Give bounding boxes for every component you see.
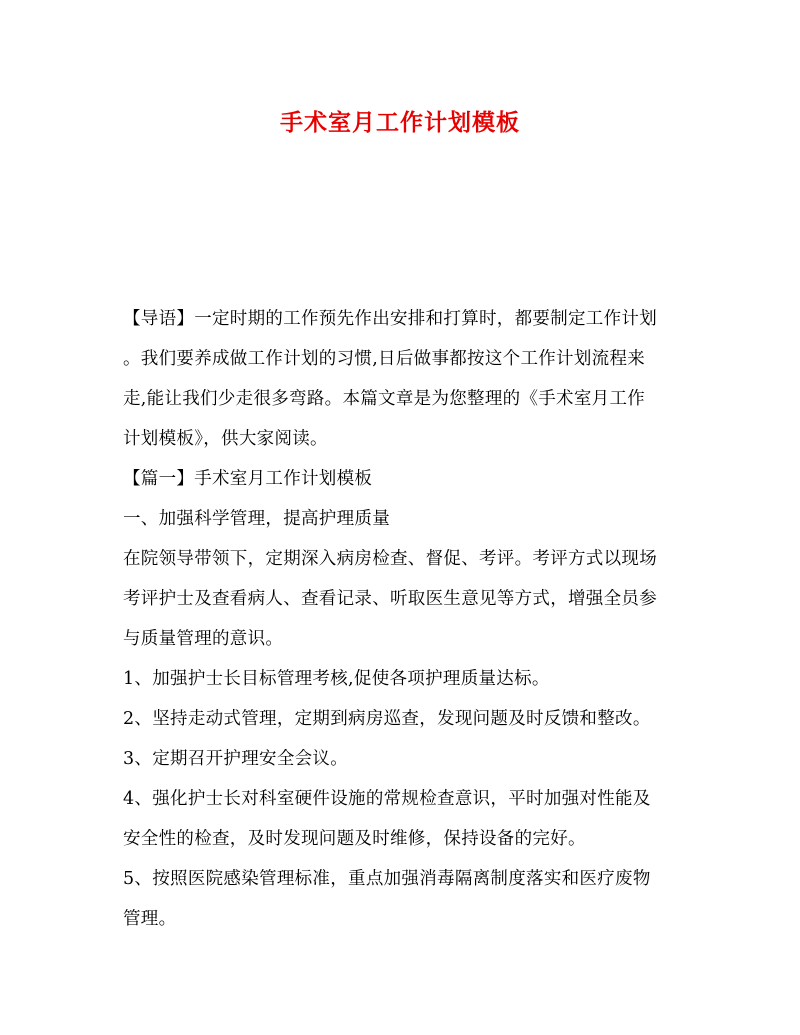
text-line: 3、定期召开护理安全会议。 (123, 749, 349, 769)
list-item-4 (123, 779, 679, 859)
document-body (123, 299, 679, 939)
text-line: 4、强化护士长对科室硬件设施的常规检查意识，平时加强对性能及 (123, 789, 651, 809)
text-line: 【导语】一定时期的工作预先作出安排和打算时，都要制定工作计划 (123, 309, 657, 329)
text-line: 1、加强护士长目标管理考核,促使各项护理质量达标。 (123, 669, 550, 689)
text-line: 走,能让我们少走很多弯路。本篇文章是为您整理的《手术室月工作 (123, 389, 646, 409)
paragraph-intro (123, 299, 679, 459)
list-item-5 (123, 859, 679, 939)
text-line: 5、按照医院感染管理标准，重点加强消毒隔离制度落实和医疗废物 (123, 869, 651, 889)
text-line: 考评护士及查看病人、查看记录、听取医生意见等方式，增强全员参 (123, 589, 657, 609)
text-line: 与质量管理的意识。 (123, 629, 284, 649)
text-line: 一、加强科学管理，提高护理质量 (123, 509, 390, 529)
point-heading-1 (123, 499, 679, 539)
text-line: 管理。 (123, 909, 177, 929)
text-line: 。我们要养成做工作计划的习惯,日后做事都按这个工作计划流程来 (123, 349, 646, 369)
list-item-2 (123, 699, 679, 739)
text-line: 【篇一】手术室月工作计划模板 (123, 469, 373, 489)
text-line: 计划模板》，供大家阅读。 (123, 429, 328, 449)
list-item-1 (123, 659, 679, 699)
text-line: 在院领导带领下，定期深入病房检查、督促、考评。考评方式以现场 (123, 549, 657, 569)
document-title: 手术室月工作计划模板 (280, 109, 520, 136)
section-heading (123, 459, 679, 499)
text-line: 安全性的检查，及时发现问题及时维修，保持设备的完好。 (123, 829, 586, 849)
list-item-3 (123, 739, 679, 779)
point-body-1 (123, 539, 679, 659)
text-line: 2、坚持走动式管理，定期到病房巡查，发现问题及时反馈和整改。 (123, 709, 651, 729)
